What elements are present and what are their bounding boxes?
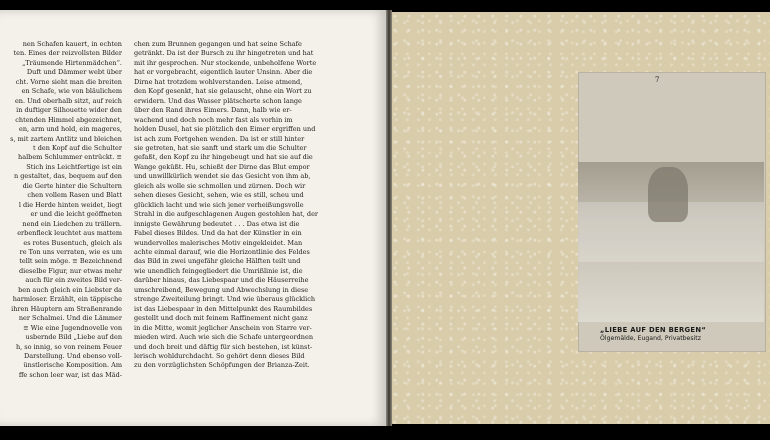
text-line: en, arm und hold, ein mageres, xyxy=(18,125,122,134)
text-line: wundervolles malerisches Motiv eingekleidet. Man xyxy=(134,238,303,247)
text-line: sehen dieses Gesicht, sehen, wie es still, scheu und xyxy=(134,191,304,200)
text-line: h, so innig, so von reinem Feuer xyxy=(15,342,122,351)
text-line: ben auch gleich ein Liebster da xyxy=(18,285,122,294)
text-line: mit ihr gesprochen. Nur stockende, unbeholfene Worte xyxy=(134,58,317,67)
text-line: hat er vorgebracht, eigentlich lauter Unsinn. Aber die xyxy=(134,68,313,77)
text-line: Fabel dieses Bildes. Und da hat der Künstler in ein xyxy=(134,229,302,238)
text-line: achte einmal darauf, wie die Horizontlinie des Feldes xyxy=(134,247,310,256)
text-line: chen vollem Rasen und Blatt xyxy=(27,191,122,200)
text-line: cht. Vorne sieht man die breiten xyxy=(15,77,122,86)
text-line: dieselbe Figur, nur etwas mehr xyxy=(18,266,122,275)
caption-title: „LIEBE AUF DEN BERGEN“ xyxy=(600,326,707,334)
text-line: ihren Häuptern am Straßenrande xyxy=(11,304,122,313)
text-line: n gestaltet, das, bequem auf den xyxy=(13,172,122,181)
text-line: über den Rand ihres Eimers. Dann, halb wie er‐ xyxy=(134,106,292,115)
text-line: l die Herde hinten weidet, liegt xyxy=(18,200,122,209)
text-line: gestellt und doch mit feinem Raffinement nicht ganz xyxy=(134,314,308,323)
text-line: usbernde Bild „Liebe auf den xyxy=(25,333,122,342)
text-line: Darstellung. Und ebenso voll‐ xyxy=(24,351,122,360)
text-line: ner Schalmei. Und die Lämmer xyxy=(18,314,122,323)
text-line: Dirne hat trotzdem wohlverstanden. Leise atmend, xyxy=(134,77,303,86)
plate-caption xyxy=(600,326,770,342)
text-line: glücklich lacht und wie sich jener verheißungsvolle xyxy=(134,200,304,209)
text-line: chtenden Himmel abgezeichnet, xyxy=(15,115,122,124)
text-line: s, mit zartem Antlitz und bleichen xyxy=(10,134,122,143)
text-column-right xyxy=(134,40,379,371)
text-line: strenge Zweiteilung bringt. Und wie überaus glücklich xyxy=(134,295,316,304)
text-line: darüber hinaus, das Liebespaar und die Häuserreihe xyxy=(134,276,309,285)
text-line: auch für ein zweites Bild ver‐ xyxy=(25,276,122,285)
text-line: harmloser. Erzählt, ein täppische xyxy=(12,295,122,304)
text-line: Wange geküßt. Hu, schießt der Dirne das Blut empor xyxy=(134,162,310,171)
text-line: ist ach zum Fortgehen wenden. Da ist er still hinter xyxy=(134,134,305,143)
text-column-left xyxy=(0,40,122,380)
text-line: ≡ Wie eine Jugendnovelle von xyxy=(23,323,122,332)
plate-illustration xyxy=(578,162,764,322)
text-line: umschreibend, Bewegung und Abwechslung in diese xyxy=(134,285,309,294)
text-line: en Schafe, wie von bläulichem xyxy=(21,87,122,96)
text-line: „Träumende Hirtenmädchen“. xyxy=(22,58,122,67)
text-line: erwidern. Und das Wasser plätscherte schon lange xyxy=(134,96,302,105)
text-line: lerisch wohldurchdacht. So gehört denn dieses Bild xyxy=(134,351,305,360)
text-line: den Kopf gesenkt, hat sie gelauscht, ohne ein Wort zu xyxy=(134,87,312,96)
text-line: ten. Eines der reizvollsten Bilder xyxy=(13,49,122,58)
text-line: wachend und doch noch mehr fast als vorhin im xyxy=(134,115,293,124)
text-line: und doch breit und däftig für sich bestehen, ist künst‐ xyxy=(134,342,313,351)
text-line: Duft und Dämmer webt über xyxy=(26,68,122,77)
text-line: t den Kopf auf die Schulter xyxy=(33,143,122,152)
text-line: in die Mitte, womit jeglicher Anschein von Starre ver‐ xyxy=(134,323,312,332)
illustration-figures xyxy=(648,167,688,222)
text-line: das Bild in zwei ungefähr gleiche Hälften teilt und xyxy=(134,257,301,266)
text-line: Stich ins Leichtfertige ist ein xyxy=(26,162,122,171)
text-line: wie unendlich feingegliedert die Umrißlinie ist, die xyxy=(134,266,303,275)
caption-subtitle: Ölgemälde, Eugand, Privatbesitz xyxy=(600,335,701,342)
text-line: getränkt. Da ist der Bursch zu ihr hingetreten und hat xyxy=(134,49,314,58)
text-line: re Ton uns verraten, wie es um xyxy=(19,247,122,256)
text-line: in duftiger Silhouette wider den xyxy=(16,106,122,115)
text-line: es rotes Busentuch, gleich als xyxy=(23,238,122,247)
text-line: chen zum Brunnen gegangen und hat seine Schafe xyxy=(134,40,302,48)
text-line: ffe schon leer war, ist das Mäd‐ xyxy=(18,370,122,379)
text-line: erbenfleck leuchtet aus mattem xyxy=(17,229,122,238)
text-line: nend ein Liedchen zu trällern. xyxy=(22,219,122,228)
text-line: die Gerte hinter die Schultern xyxy=(22,181,122,190)
text-line: innigste Gewährung bedeutet . . . Das etwa ist die xyxy=(134,219,300,228)
text-line: nen Schafen kauert, in echten xyxy=(22,40,122,48)
text-line: tellt sein möge. ≡ Bezeichnend xyxy=(19,257,122,266)
text-line: halbem Schlummer entrückt. ≡ xyxy=(18,153,122,162)
text-line: mieden wird. Auch wie sich die Schafe untergeordnen xyxy=(134,333,314,342)
text-line: ünstlerische Komposition. Am xyxy=(23,361,122,370)
text-line: zu den vorzüglichsten Schöpfungen der Brianza‐Zeit. xyxy=(134,361,310,370)
text-line: gefaßt, den Kopf zu ihr hingebeugt und hat sie auf die xyxy=(134,153,313,162)
text-line: holden Dusel, hat sie plötzlich den Eimer ergriffen und xyxy=(134,125,316,134)
text-line: er und die leicht geöffneten xyxy=(30,210,122,219)
text-line: en. Und oberhalb sitzt, auf reich xyxy=(14,96,122,105)
plate-page-number: 7 xyxy=(655,76,660,84)
text-line: und unwillkürlich wendet sie das Gesicht von ihm ab, xyxy=(134,172,311,181)
text-line: gleich als wolle sie schmollen und zürnen. Doch wir xyxy=(134,181,306,190)
text-line: ist das Liebespaar in den Mittelpunkt des Raumbildes xyxy=(134,304,313,313)
text-line: sie getreten, hat sie sanft und stark um die Schulter xyxy=(134,143,307,152)
text-line: Strahl in die aufgeschlagenen Augen gestohlen hat, der xyxy=(134,210,319,219)
